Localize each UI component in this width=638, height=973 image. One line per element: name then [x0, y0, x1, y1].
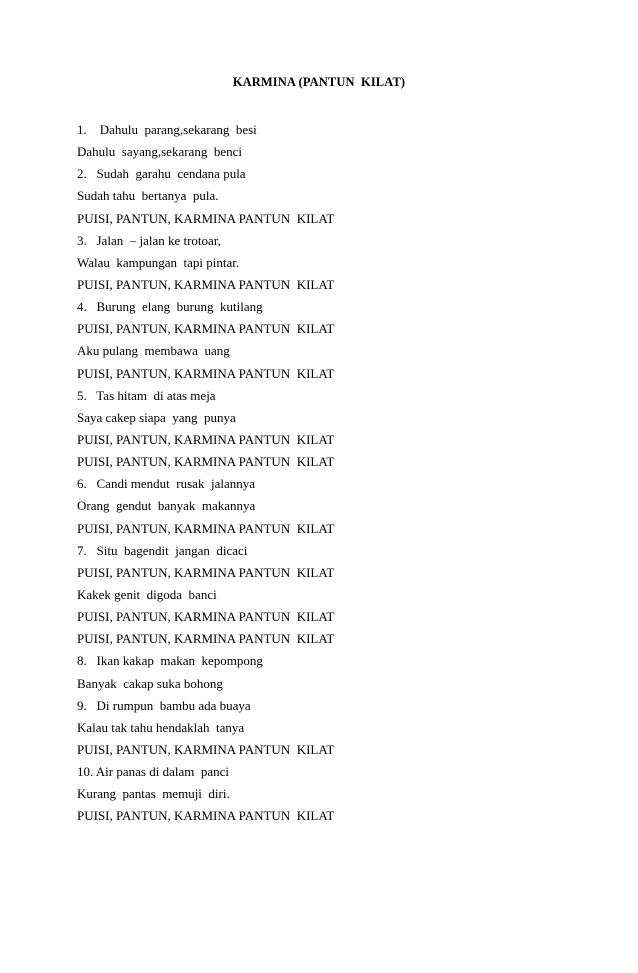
text-line: PUISI, PANTUN, KARMINA PANTUN KILAT [77, 609, 335, 625]
text-line: Kakek genit digoda banci [77, 586, 217, 602]
text-line: PUISI, PANTUN, KARMINA PANTUN KILAT [77, 210, 335, 226]
text-line: PUISI, PANTUN, KARMINA PANTUN KILAT [77, 321, 335, 337]
text-line: PUISI, PANTUN, KARMINA PANTUN KILAT [77, 808, 335, 824]
text-line: 4. Burung elang burung kutilang [77, 299, 263, 315]
text-line: 1. Dahulu parang,sekarang besi [77, 122, 257, 137]
text-line: 7. Situ bagendit jangan dicaci [77, 542, 248, 558]
text-lines [77, 121, 617, 830]
text-line: 3. Jalan – jalan ke trotoar, [77, 232, 221, 248]
text-line: PUISI, PANTUN, KARMINA PANTUN KILAT [77, 276, 335, 292]
text-line: Saya cakep siapa yang punya [77, 409, 236, 425]
text-line: 9. Di rumpun bambu ada buaya [77, 697, 251, 713]
text-line: Walau kampungan tapi pintar. [77, 254, 240, 270]
text-line: 10. Air panas di dalam panci [77, 764, 229, 780]
text-line: PUISI, PANTUN, KARMINA PANTUN KILAT [77, 454, 335, 470]
text-line: PUISI, PANTUN, KARMINA PANTUN KILAT [77, 431, 335, 447]
text-line: 5. Tas hitam di atas meja [77, 387, 216, 403]
text-line: 8. Ikan kakap makan kepompong [77, 653, 263, 669]
text-line: PUISI, PANTUN, KARMINA PANTUN KILAT [77, 520, 335, 536]
text-line: 2. Sudah garahu cendana pula [77, 166, 246, 182]
document-title: KARMINA (PANTUN KILAT) [232, 75, 406, 89]
text-line: PUISI, PANTUN, KARMINA PANTUN KILAT [77, 741, 335, 757]
text-line: Banyak cakap suka bohong [77, 675, 223, 691]
text-line: Orang gendut banyak makannya [77, 498, 256, 514]
text-line: Sudah tahu bertanya pula. [77, 188, 219, 204]
text-line: Kurang pantas memuji diri. [77, 786, 230, 802]
text-line: Kalau tak tahu hendaklah tanya [77, 719, 245, 735]
text-line: Dahulu sayang,sekarang benci [77, 144, 242, 160]
text-line: PUISI, PANTUN, KARMINA PANTUN KILAT [77, 564, 335, 580]
text-line: Aku pulang membawa uang [77, 343, 230, 359]
text-line: PUISI, PANTUN, KARMINA PANTUN KILAT [77, 365, 335, 381]
text-line: PUISI, PANTUN, KARMINA PANTUN KILAT [77, 631, 335, 647]
text-line: 6. Candi mendut rusak jalannya [77, 476, 255, 492]
